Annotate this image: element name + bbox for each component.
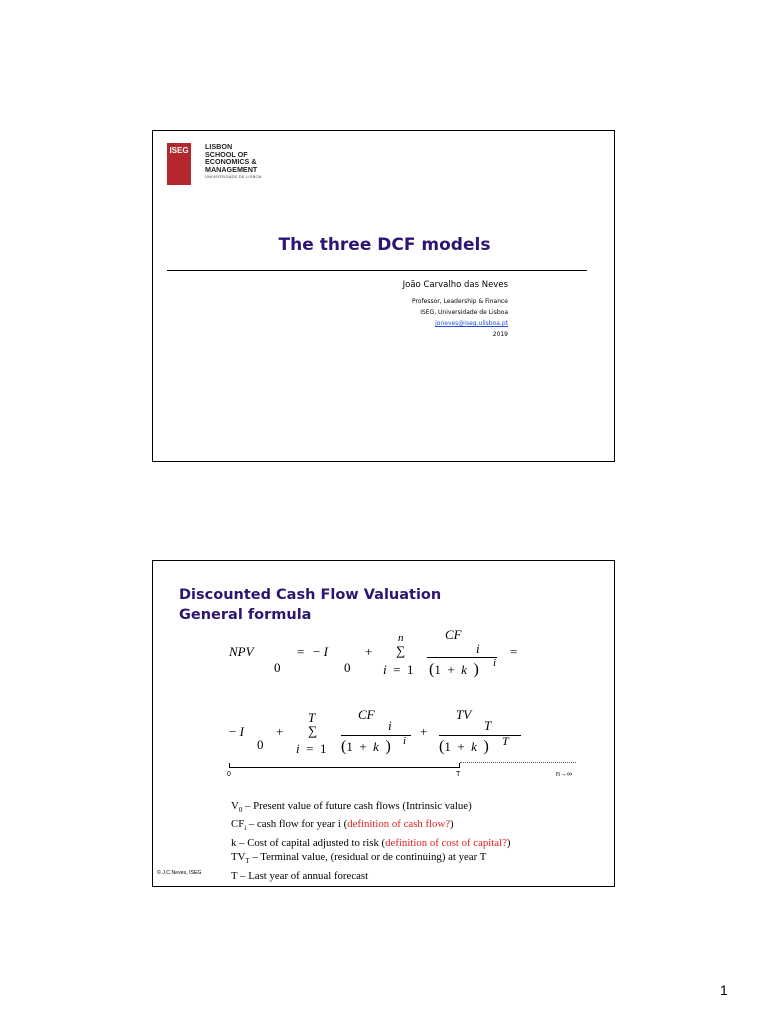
page-number: 1 <box>720 982 728 998</box>
slide-title <box>179 585 441 625</box>
title-slide <box>152 130 615 462</box>
author-email-link[interactable]: joneves@iseg.ulisboa.pt <box>435 320 508 327</box>
school-logo-text <box>205 143 262 181</box>
definition-v0: $V_0$ – Present value of future cash flows (Intrinsic value) <box>231 800 472 815</box>
author-meta <box>412 296 508 340</box>
timeline-dotted-extension <box>460 762 576 763</box>
author-name: João Carvalho das Neves <box>402 280 508 290</box>
axis-label-end: n→∞ <box>556 771 572 778</box>
timeline-line <box>229 767 460 768</box>
definitions-list <box>231 799 510 883</box>
author-role: Professor, Leadership & Finance <box>412 298 508 305</box>
cash-flow-definition-link[interactable]: definition of cash flow? <box>347 818 451 831</box>
slide-year: 2019 <box>492 331 508 338</box>
slide-title: The three DCF models <box>278 235 491 255</box>
title-divider <box>167 270 587 271</box>
logo-line-4: MANAGEMENT <box>205 164 258 174</box>
copyright-note: © J.C.Neves, ISEG <box>157 870 202 876</box>
fraction-bar <box>427 657 497 658</box>
title-line-2: General formula <box>179 607 312 623</box>
logo-line-2: SCHOOL OF <box>205 149 248 159</box>
axis-label-start: 0 <box>227 771 231 778</box>
tick-start <box>229 763 230 768</box>
definition-t: T – Last year of annual forecast <box>231 869 369 882</box>
tick-T <box>459 763 460 768</box>
title-line-1: Discounted Cash Flow Valuation <box>179 587 442 603</box>
definition-tv: $TV_T$ – Terminal value, (residual or de continuing) at year T <box>231 851 487 866</box>
formula-slide: Discounted Cash Flow Valuation General formula NPV 0 = − I 0 + n ∑ i = 1 CF i (1 + k ) i = − I 0 + T ∑ i = 1 CF i (1 + k ) i + TV T (1 + k ) T 0 T n→∞ $V_0$ – Present value of future cash flows (Intrinsic value) $CF_i$ – cash flow for year i (definition of cash flow?) k – Cost of capital adjusted to risk (definition of cost of capital?) $TV_T$ – Terminal value, (residual or de continuing) at year T T – Last year of annual forecast © J.C.Neves, ISEG <box>152 560 615 887</box>
logo-line-3: ECONOMICS & <box>205 157 257 167</box>
definition-k: k – Cost of capital adjusted to risk (definition of cost of capital?) <box>231 836 511 849</box>
logo-sub: UNIVERSIDADE DE LISBOA <box>205 174 262 180</box>
axis-label-T: T <box>456 771 461 778</box>
definition-cf: $CF_i$ – cash flow for year i (definition of cash flow?) <box>231 818 454 833</box>
logo-mark-text: ISEG <box>169 146 189 155</box>
fraction-bar <box>341 735 411 736</box>
cost-of-capital-definition-link[interactable]: definition of cost of capital? <box>385 836 507 849</box>
logo-line-1: LISBON <box>205 142 233 151</box>
iseg-logo-mark <box>167 143 191 185</box>
author-institution: ISEG, Universidade de Lisboa <box>420 309 508 316</box>
